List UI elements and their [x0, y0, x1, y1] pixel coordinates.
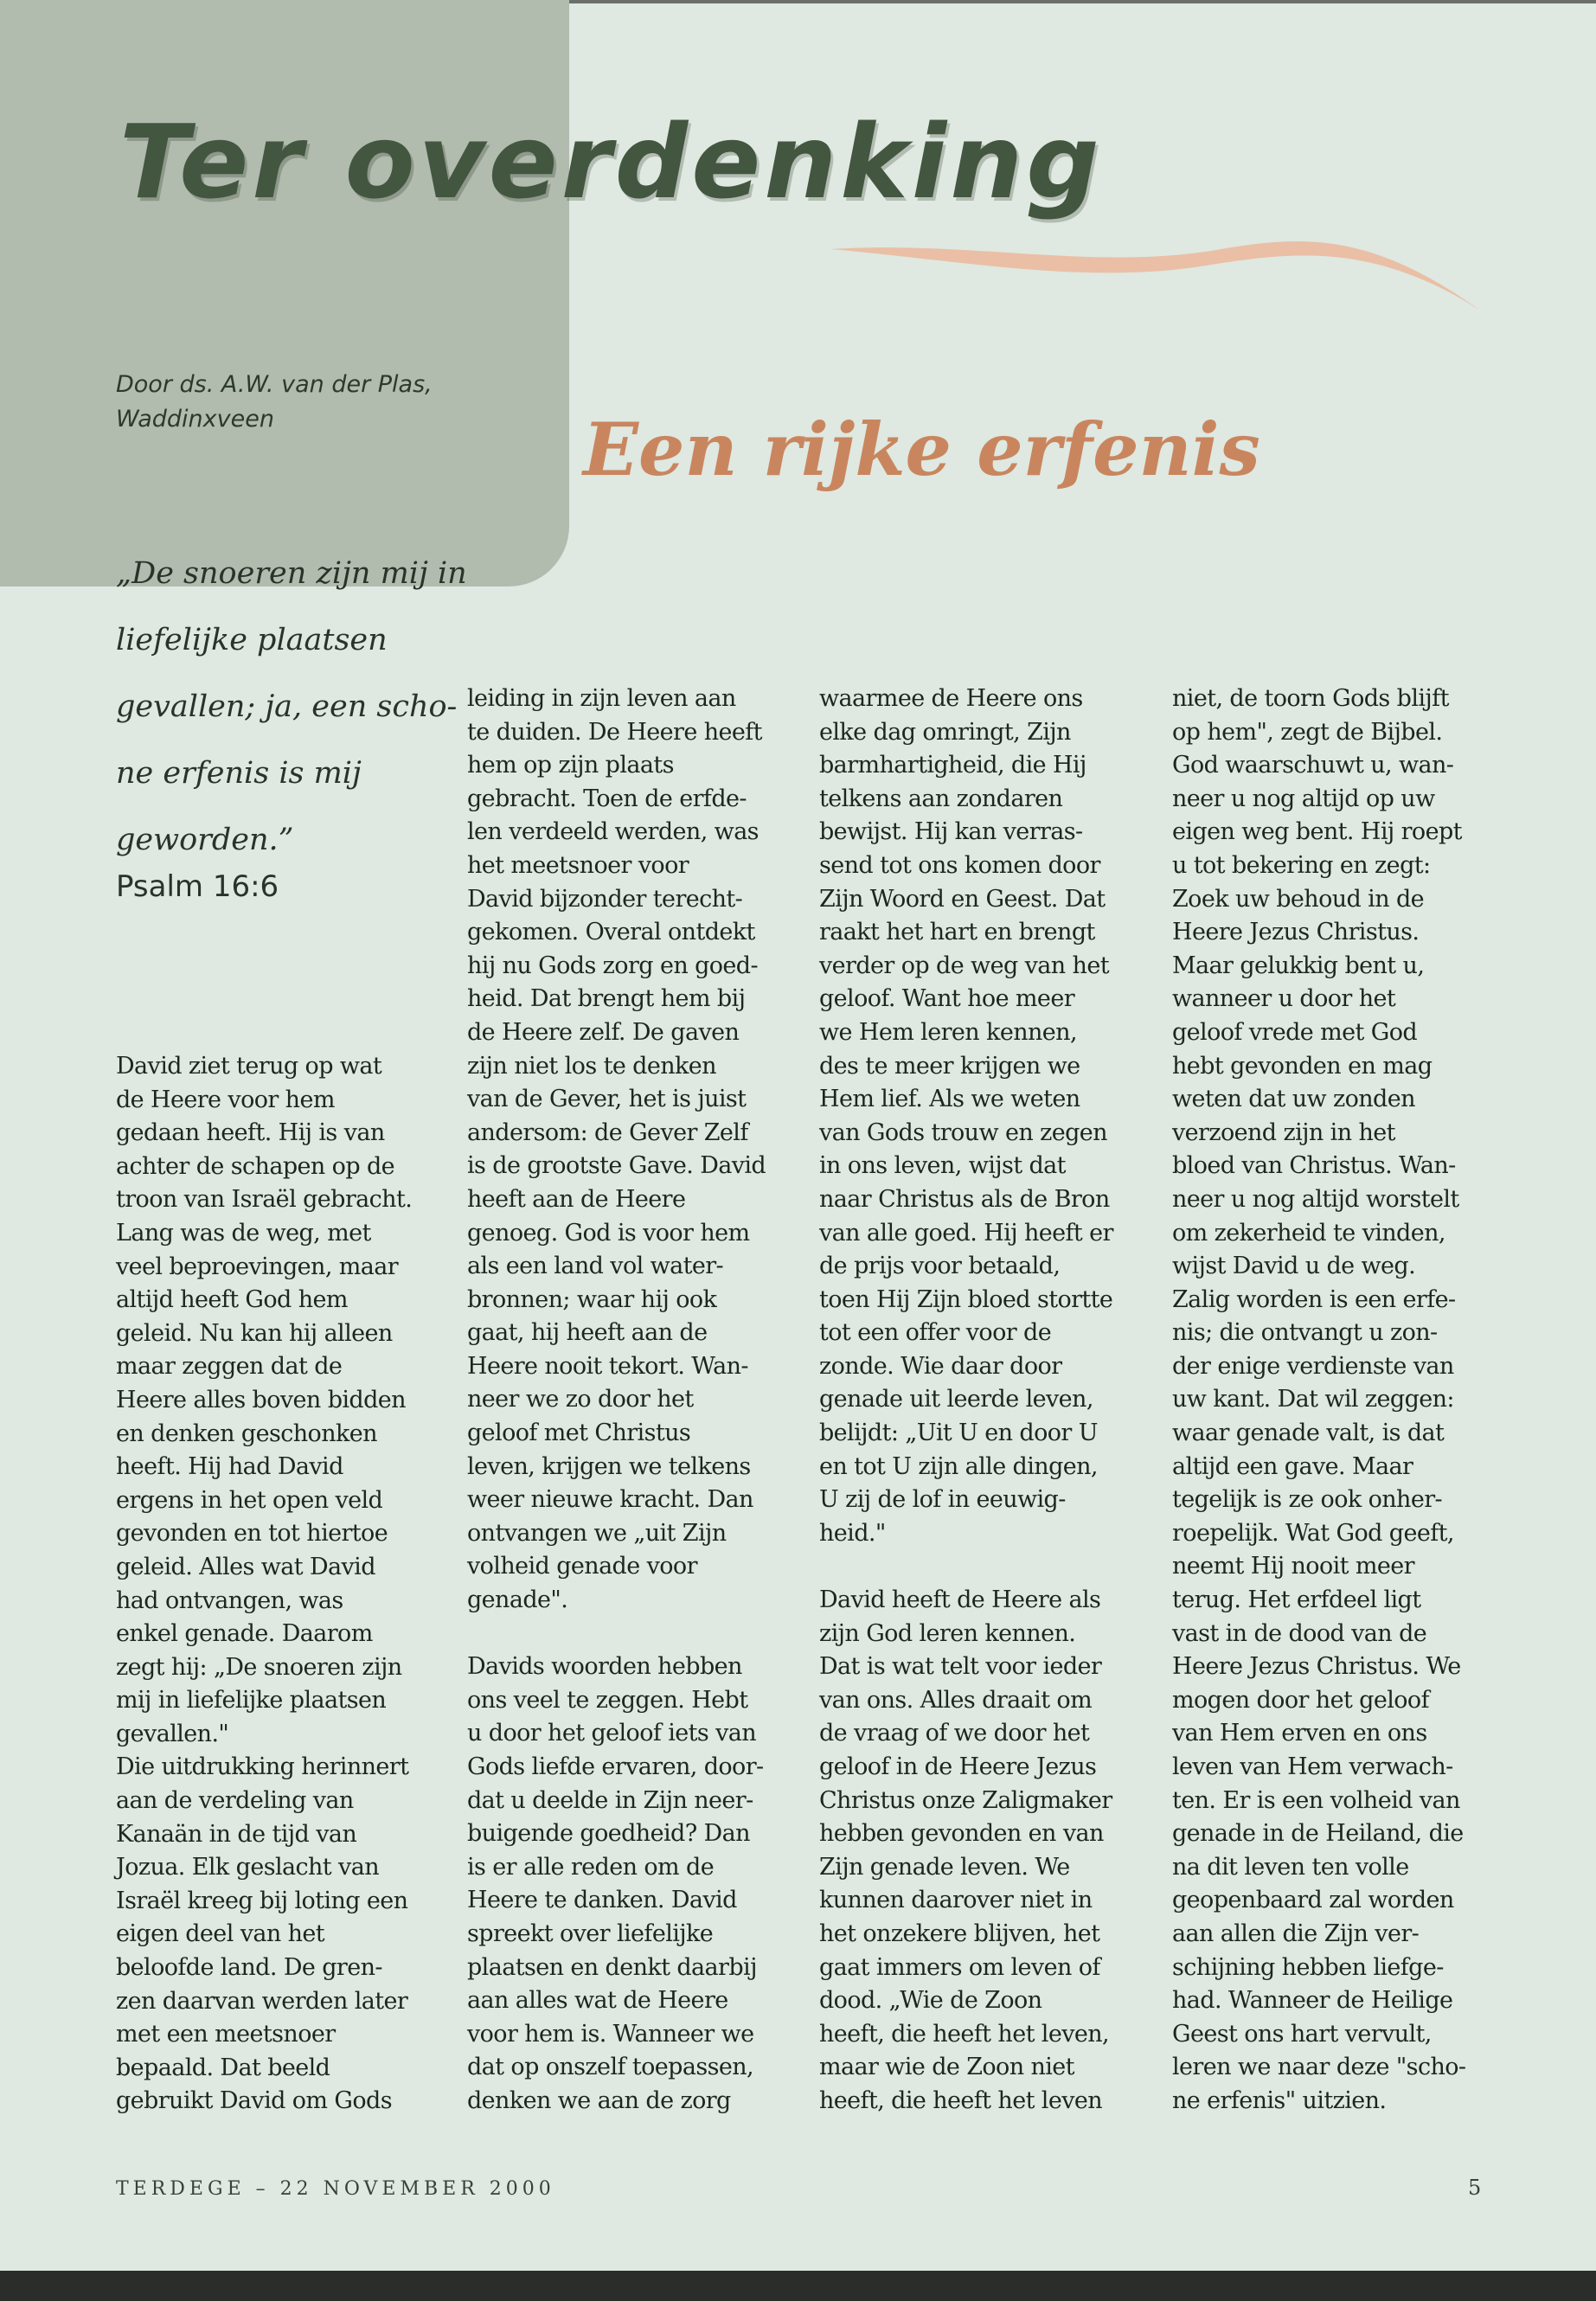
body-text-line: Zoek uw behoud in de	[1172, 885, 1425, 913]
body-text-line: barmhartigheid, die Hij	[819, 752, 1086, 779]
body-text-line: bronnen; waar hij ook	[467, 1285, 717, 1313]
body-text-line: David bijzonder terecht-	[467, 885, 743, 913]
body-text-line: bewijst. Hij kan verras-	[819, 818, 1083, 846]
body-text-line: gaat immers om leven of	[819, 1953, 1100, 1981]
body-text-line: gevallen."	[116, 1720, 229, 1747]
body-text-line: Israël kreeg bij loting een	[116, 1887, 408, 1914]
section-title: Ter overdenking	[119, 102, 1103, 221]
body-text-line: weer nieuwe kracht. Dan	[467, 1486, 753, 1514]
body-text-line: Die uitdrukking herinnert	[116, 1753, 409, 1781]
body-text-line: dat u deelde in Zijn neer-	[467, 1786, 753, 1814]
body-text-line: Zijn Woord en Geest. Dat	[819, 885, 1106, 913]
body-text-line: verzoend zijn in het	[1172, 1118, 1395, 1146]
body-text-line: geloof in de Heere Jezus	[819, 1753, 1097, 1780]
body-text-line: ne erfenis" uitzien.	[1172, 2086, 1387, 2114]
body-text-line: vast in de dood van de	[1172, 1619, 1427, 1647]
body-text-line: tot een offer voor de	[819, 1319, 1052, 1347]
body-text-line: Gods liefde ervaren, door-	[467, 1753, 764, 1780]
body-text-line: en tot U zijn alle dingen,	[819, 1452, 1098, 1480]
body-text-line: geloof. Want hoe meer	[819, 985, 1074, 1013]
body-text-line: naar Christus als de Bron	[819, 1185, 1110, 1213]
body-text-line: zegt hij: „De snoeren zijn	[116, 1653, 402, 1681]
body-text-line: bloed van Christus. Wan-	[1172, 1152, 1456, 1180]
body-text-line: van de Gever, het is juist	[467, 1086, 747, 1113]
author-byline	[116, 368, 479, 437]
body-text-line: des te meer krijgen we	[819, 1052, 1080, 1080]
body-text-line: volheid genade voor	[467, 1553, 697, 1580]
body-text-line: tegelijk is ze ook onher-	[1172, 1486, 1443, 1514]
body-text-line: leven, krijgen we telkens	[467, 1452, 751, 1480]
body-text-line: leiding in zijn leven aan	[467, 685, 736, 712]
body-text-line: altijd een gave. Maar	[1172, 1452, 1413, 1480]
body-text-line: heeft. Hij had David	[116, 1453, 343, 1481]
body-text-line: heeft, die heeft het leven,	[819, 2020, 1110, 2048]
body-text-line: terug. Het erfdeel ligt	[1172, 1586, 1421, 1614]
body-text-line: geopenbaard zal worden	[1172, 1887, 1454, 1914]
body-text-line: als een land vol water-	[467, 1253, 724, 1280]
body-text-line: David ziet terug op wat	[116, 1053, 382, 1080]
body-text-line: Heere Jezus Christus.	[1172, 919, 1420, 946]
quote-line: geworden.”	[116, 823, 294, 857]
body-text-line: we Hem leren kennen,	[819, 1018, 1077, 1046]
body-text-line: genade uit leerde leven,	[819, 1386, 1093, 1413]
body-text-line: heeft, die heeft het leven	[819, 2086, 1103, 2114]
body-text-line: ons veel te zeggen. Hebt	[467, 1686, 748, 1714]
body-text-line: hebben gevonden en van	[819, 1820, 1104, 1848]
body-text-line: heid. Dat brengt hem bij	[467, 985, 746, 1013]
article-title: Een rijke erfenis	[583, 407, 1260, 492]
body-text-line: weten dat uw zonden	[1172, 1086, 1415, 1113]
body-text-line: Heere Jezus Christus. We	[1172, 1653, 1461, 1681]
body-text-line: om zekerheid te vinden,	[1172, 1219, 1445, 1247]
body-text-line: genade".	[467, 1586, 568, 1614]
body-text-line: gevonden en tot hiertoe	[116, 1520, 388, 1548]
body-text-line: toen Hij Zijn bloed stortte	[819, 1285, 1113, 1313]
body-text-line: de Heere voor hem	[116, 1086, 335, 1113]
body-text-line: van ons. Alles draait om	[819, 1686, 1093, 1714]
body-text-line: voor hem is. Wanneer we	[467, 2020, 754, 2048]
quote-line: „De snoeren zijn mij in	[116, 556, 467, 591]
body-text-line: had ontvangen, was	[116, 1586, 343, 1614]
body-text-line: geloof vrede met God	[1172, 1018, 1418, 1046]
body-text-line: mij in liefelijke plaatsen	[116, 1687, 387, 1715]
body-text-line: andersom: de Gever Zelf	[467, 1118, 748, 1146]
body-text-line: U zij de lof in eeuwig-	[819, 1486, 1066, 1514]
quote-line: gevallen; ja, een scho-	[116, 689, 458, 724]
body-text-line: Geest ons hart vervult,	[1172, 2020, 1432, 2048]
body-text-line: plaatsen en denkt daarbij	[467, 1953, 757, 1981]
body-text-line: leren we naar deze "scho-	[1172, 2054, 1466, 2081]
body-text-line: niet, de toorn Gods blijft	[1172, 685, 1449, 712]
body-text-line: Christus onze Zaligmaker	[819, 1786, 1112, 1814]
body-text-line: maar wie de Zoon niet	[819, 2054, 1074, 2081]
body-text-line: gebruikt David om Gods	[116, 2087, 392, 2115]
body-text-line: Maar gelukkig bent u,	[1172, 952, 1425, 979]
body-text-line: Hem lief. Als we weten	[819, 1086, 1080, 1113]
body-text-line: neer u nog altijd op uw	[1172, 785, 1435, 812]
text-column-4	[1172, 683, 1501, 2118]
header-color-block	[0, 0, 569, 586]
body-text-line: Jozua. Elk geslacht van	[116, 1854, 379, 1881]
bible-quote	[116, 541, 467, 874]
body-text-line: en denken geschonken	[116, 1420, 377, 1447]
body-text-line: bepaald. Dat beeld	[116, 2054, 330, 2081]
body-text-line: is de grootste Gave. David	[467, 1152, 766, 1180]
body-text-line: leven van Hem verwach-	[1172, 1753, 1453, 1780]
body-text-line: Heere alles boven bidden	[116, 1386, 406, 1413]
quote-reference: Psalm 16:6	[116, 869, 279, 904]
body-text-line: gedaan heeft. Hij is van	[116, 1119, 385, 1147]
body-text-line: te duiden. De Heere heeft	[467, 718, 762, 746]
body-text-line: heeft aan de Heere	[467, 1185, 686, 1213]
body-text-line: zijn niet los te denken	[467, 1052, 716, 1080]
body-text-line: gaat, hij heeft aan de	[467, 1319, 708, 1347]
byline-line: Waddinxveen	[116, 406, 274, 433]
body-text-line: veel beproevingen, maar	[116, 1253, 399, 1280]
body-text-line: Heere te danken. David	[467, 1887, 737, 1914]
body-text-line: telkens aan zondaren	[819, 785, 1063, 812]
body-text-line: met een meetsnoer	[116, 2021, 336, 2048]
body-text-line: achter de schapen op de	[116, 1152, 395, 1180]
body-text-line: waar genade valt, is dat	[1172, 1420, 1445, 1447]
byline-line: Door ds. A.W. van der Plas,	[116, 371, 433, 398]
body-text-line: kunnen daarover niet in	[819, 1887, 1093, 1914]
body-text-line: raakt het hart en brengt	[819, 919, 1095, 946]
body-text-line: op hem", zegt de Bijbel.	[1172, 718, 1443, 746]
body-text-line: Kanaän in de tijd van	[116, 1820, 357, 1848]
body-text-line: van Hem erven en ons	[1172, 1720, 1427, 1747]
body-text-line: gekomen. Overal ontdekt	[467, 919, 755, 946]
body-text-line: Davids woorden hebben	[467, 1653, 742, 1681]
body-text-line: Zalig worden is een erfe-	[1172, 1285, 1456, 1313]
body-text-line: het meetsnoer voor	[467, 851, 689, 879]
paragraph-break	[819, 1550, 1148, 1584]
body-text-line: de Heere zelf. De gaven	[467, 1018, 740, 1046]
body-text-line: uw kant. Dat wil zeggen:	[1172, 1386, 1454, 1413]
body-text-line: wanneer u door het	[1172, 985, 1396, 1013]
body-text-line: ergens in het open veld	[116, 1486, 383, 1514]
body-text-line: genade in de Heiland, die	[1172, 1820, 1464, 1848]
body-text-line: Zijn genade leven. We	[819, 1853, 1070, 1881]
body-text-line: Heere nooit tekort. Wan-	[467, 1352, 748, 1380]
text-column-1	[116, 1050, 445, 2118]
body-text-line: verder op de weg van het	[819, 952, 1109, 979]
body-text-line: hij nu Gods zorg en goed-	[467, 952, 759, 979]
body-text-line: geleid. Nu kan hij alleen	[116, 1319, 393, 1347]
text-column-2	[467, 683, 796, 2118]
quote-line: liefelijke plaatsen	[116, 623, 388, 657]
body-text-line: Dat is wat telt voor ieder	[819, 1653, 1102, 1681]
body-text-line: roepelijk. Wat God geeft,	[1172, 1519, 1454, 1547]
body-text-line: zonde. Wie daar door	[819, 1352, 1062, 1380]
body-text-line: aan allen die Zijn ver-	[1172, 1920, 1420, 1947]
body-text-line: eigen weg bent. Hij roept	[1172, 818, 1462, 846]
body-text-line: neemt Hij nooit meer	[1172, 1553, 1414, 1580]
body-text-line: genoeg. God is voor hem	[467, 1219, 750, 1247]
body-text-line: dat op onszelf toepassen,	[467, 2054, 753, 2081]
body-text-line: altijd heeft God hem	[116, 1286, 348, 1314]
body-text-line: ten. Er is een volheid van	[1172, 1786, 1460, 1814]
body-text-line: beloofde land. De gren-	[116, 1954, 382, 1982]
body-text-line: u door het geloof iets van	[467, 1720, 757, 1747]
body-text-line: zen daarvan werden later	[116, 1987, 408, 2015]
body-text-line: aan de verdeling van	[116, 1787, 354, 1815]
body-text-line: mogen door het geloof	[1172, 1686, 1429, 1714]
body-text-line: neer we zo door het	[467, 1386, 694, 1413]
body-text-line: waarmee de Heere ons	[819, 685, 1083, 712]
body-text-line: van alle goed. Hij heeft er	[819, 1219, 1113, 1247]
body-text-line: geleid. Alles wat David	[116, 1553, 375, 1580]
body-text-line: spreekt over liefelijke	[467, 1920, 714, 1947]
body-text-line: van Gods trouw en zegen	[819, 1118, 1107, 1146]
body-text-line: nis; die ontvangt u zon-	[1172, 1319, 1438, 1347]
body-text-line: geloof met Christus	[467, 1420, 691, 1447]
body-text-line: enkel genade. Daarom	[116, 1620, 373, 1648]
body-text-line: Lang was de weg, met	[116, 1219, 371, 1247]
body-text-line: is er alle reden om de	[467, 1853, 715, 1881]
body-text-line: God waarschuwt u, wan-	[1172, 752, 1454, 779]
body-text-line: send tot ons komen door	[819, 851, 1100, 879]
paragraph-break	[467, 1618, 796, 1651]
body-text-line: dood. „Wie de Zoon	[819, 1987, 1042, 2015]
body-text-line: na dit leven ten volle	[1172, 1853, 1409, 1881]
body-text-line: elke dag omringt, Zijn	[819, 718, 1071, 746]
body-text-line: buigende goedheid? Dan	[467, 1820, 750, 1848]
body-text-line: had. Wanneer de Heilige	[1172, 1987, 1453, 2015]
body-text-line: heid."	[819, 1519, 886, 1547]
body-text-line: de prijs voor betaald,	[819, 1253, 1061, 1280]
body-text-line: aan alles wat de Heere	[467, 1987, 728, 2015]
body-text-line: len verdeeld werden, was	[467, 818, 759, 846]
body-text-line: schijning hebben liefge-	[1172, 1953, 1444, 1981]
body-text-line: gebracht. Toen de erfde-	[467, 785, 747, 812]
footer-publication: TERDEGE – 22 NOVEMBER 2000	[116, 2178, 555, 2200]
body-text-line: het onzekere blijven, het	[819, 1920, 1100, 1947]
body-text-line: troon van Israël gebracht.	[116, 1186, 413, 1214]
body-text-line: ontvangen we „uit Zijn	[467, 1519, 727, 1547]
body-text-line: zijn God leren kennen.	[819, 1619, 1076, 1647]
body-text-line: de vraag of we door het	[819, 1720, 1090, 1747]
text-column-3	[819, 683, 1148, 2118]
body-text-line: in ons leven, wijst dat	[819, 1152, 1066, 1180]
body-text-line: hebt gevonden en mag	[1172, 1052, 1433, 1080]
body-text-line: eigen deel van het	[116, 1920, 325, 1948]
footer-page-number: 5	[1468, 2176, 1482, 2200]
body-text-line: hem op zijn plaats	[467, 752, 674, 779]
body-text-line: maar zeggen dat de	[116, 1353, 343, 1381]
body-text-line: der enige verdienste van	[1172, 1352, 1454, 1380]
body-text-line: David heeft de Heere als	[819, 1586, 1101, 1614]
body-text-line: denken we aan de zorg	[467, 2086, 731, 2114]
quote-line: ne erfenis is mij	[116, 756, 362, 791]
body-text-line: belijdt: „Uit U en door U	[819, 1420, 1098, 1447]
body-text-line: wijst David u de weg.	[1172, 1253, 1416, 1280]
body-text-line: u tot bekering en zegt:	[1172, 851, 1431, 879]
bottom-scan-edge	[0, 2271, 1596, 2301]
body-text-line: neer u nog altijd worstelt	[1172, 1185, 1459, 1213]
